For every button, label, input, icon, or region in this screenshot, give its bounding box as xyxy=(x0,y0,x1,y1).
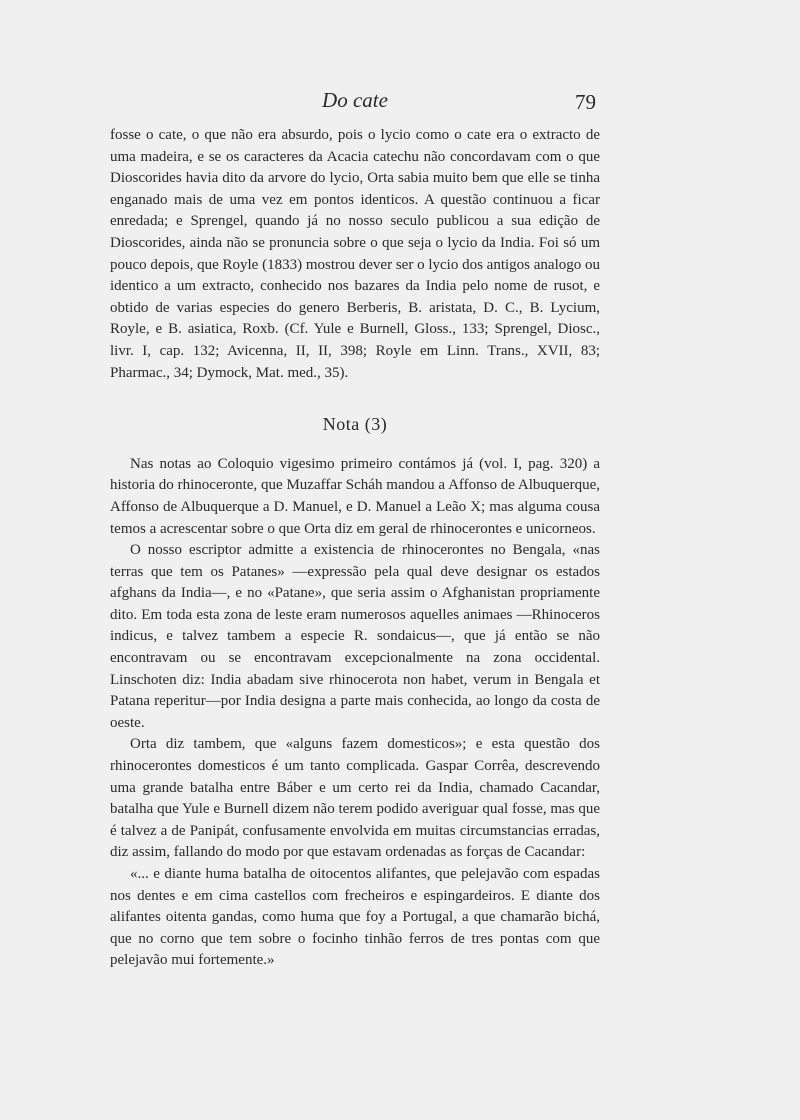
body-text xyxy=(110,125,600,972)
running-title: Do cate xyxy=(322,88,388,112)
section-heading: Nota (3) xyxy=(322,414,388,435)
paragraph-continuation: fosse o cate, o que não era absurdo, pois o lycio como o cate era o extracto de uma madeira, e se os caracteres da Acacia catechu não concordavam com o que Dioscorides havia dito da arvore do lycio, Orta sabia muito bem que elle se tinha enganado mais de uma vez em pontos identicos. A questão continuou a ficar enredada; e Sprengel, quando já no nosso seculo publicou a sua edição de Dioscorides, ainda não se pronuncia sobre o que seja o lycio da India. Foi só um pouco depois, que Royle (1833) mostrou dever ser o lycio dos antigos analogo ou identico a um extracto, conhecido nos bazares da India pelo nome de rusot, e obtido de varias especies do genero Berberis, B. aristata, D. C., B. Lycium, Royle, e B. asiatica, Roxb. (Cf. Yule e Burnell, Gloss., 133; Sprengel, Diosc., livr. I, cap. 132; Avicenna, II, II, 398; Royle em Linn. Trans., XVII, 83; Pharmac., 34; Dymock, Mat. med., 35). xyxy=(110,127,600,381)
quotation: «... e diante huma batalha de oitocentos alifantes, que pelejavão com espadas nos dentes e em cima castellos com frecheiros e espingardeiros. E diante dos alifantes oitenta gandas, como huma que foy a Portugal, a que chamarão bichá, que no corno que tem sobre o focinho tinhão ferros de tres pontas com que pelejavão mui fortemente.» xyxy=(110,866,600,969)
page-header xyxy=(0,86,800,116)
paragraph: O nosso escriptor admitte a existencia de rhinocerontes no Bengala, «nas terras que tem os Patanes» —expressão pela qual deve designar os estados afghans da India—, e no «Patane», que seria assim o Afghanistan propriamente dito. Em toda esta zona de leste eram numerosos aquelles animaes —Rhinoceros indicus, e talvez tambem a especie R. sondaicus—, que já então se não encontravam ou se encontravam excepcionalmente na zona occidental. Linschoten diz: India abadam sive rhinocerota non habet, verum in Bengala et Patana reperitur—por India designa a parte mais conhecida, ao longo da costa de oeste. xyxy=(110,542,600,731)
paragraph: Nas notas ao Coloquio vigesimo primeiro contámos já (vol. I, pag. 320) a historia do rhinoceronte, que Muzaffar Scháh mandou a Affonso de Albuquerque, Affonso de Albuquerque a D. Manuel, e D. Manuel a Leão X; mas alguma cousa temos a acrescentar sobre o que Orta diz em geral de rhinocerontes e unicorneos. xyxy=(110,455,600,537)
paragraph: Orta diz tambem, que «alguns fazem domesticos»; e esta questão dos rhinocerontes domesticos é um tanto complicada. Gaspar Corrêa, descrevendo uma grande batalha entre Báber e um certo rei da India, chamado Cacandar, batalha que Yule e Burnell dizem não terem podido averiguar qual fosse, mas que é talvez a de Panipát, confusamente envolvida em muitas circumstancias erradas, diz assim, fallando do modo por que estavam ordenadas as forças de Cacandar: xyxy=(110,736,600,861)
page-number: 79 xyxy=(575,90,596,114)
